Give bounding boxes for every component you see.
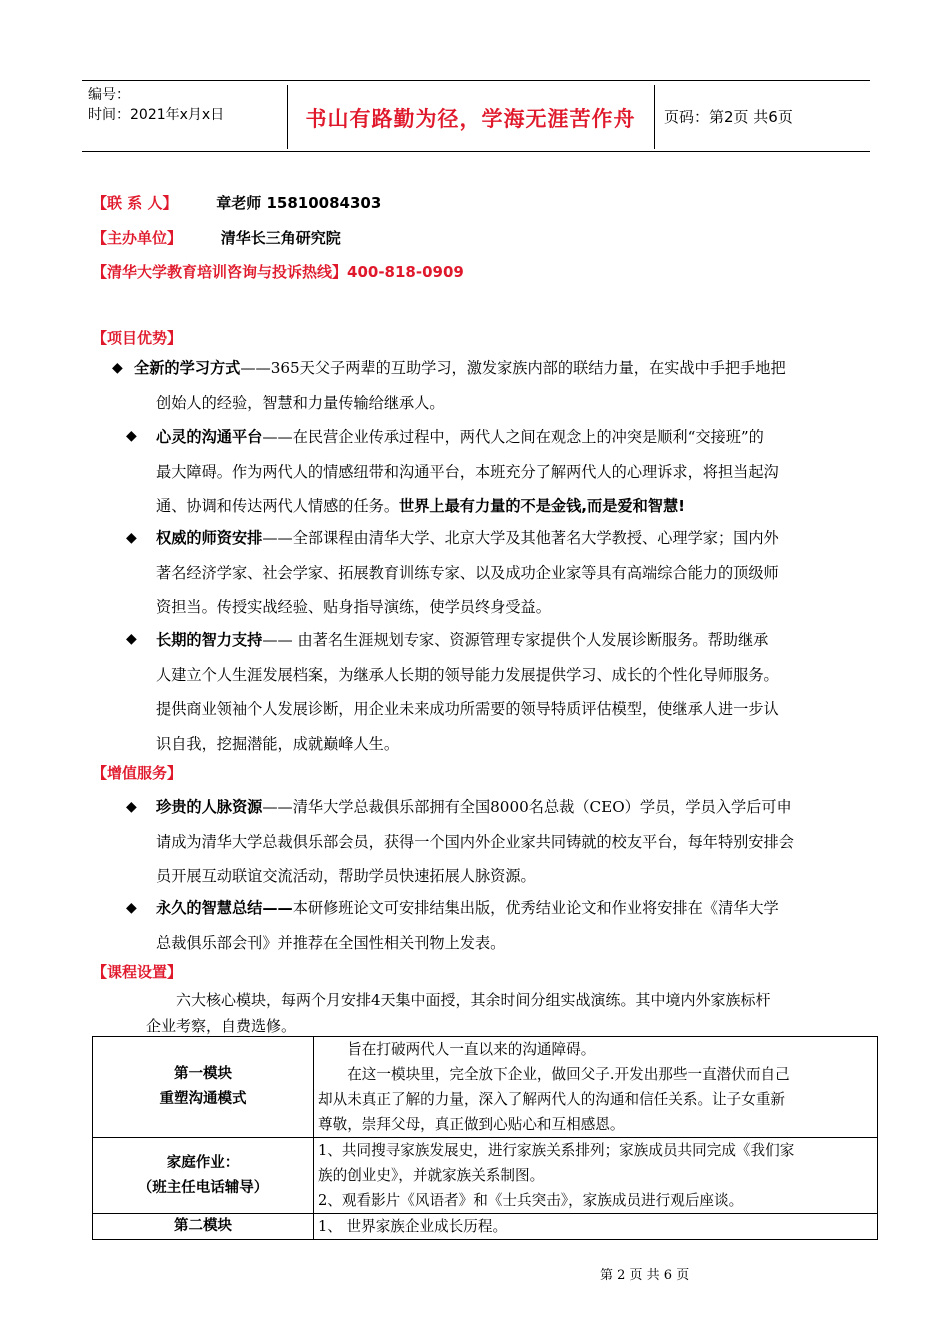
- hotline: 【清华大学教育培训咨询与投诉热线】400-818-0909: [92, 263, 464, 281]
- service-item: [156, 891, 862, 960]
- service-title: 永久的智慧总结——: [156, 899, 293, 917]
- advantage-title: 心灵的沟通平台: [156, 428, 263, 446]
- page-footer: 第 2 页 共 6 页: [600, 1268, 690, 1283]
- header-page-number: 页码：第2页 共6页: [664, 108, 793, 126]
- service-text: 本研修班论文可安排结集出版，优秀结业论文和作业将安排在《清华大学: [292, 899, 779, 917]
- table-row: [93, 1037, 878, 1138]
- advantage-title: 长期的智力支持: [156, 631, 263, 649]
- section-heading-services: 【增值服务】: [92, 764, 183, 782]
- service-title: 珍贵的人脉资源: [156, 798, 263, 816]
- advantage-item: [156, 623, 862, 761]
- module-label-cell: [93, 1037, 314, 1138]
- diamond-bullet-icon: ◆: [126, 799, 137, 815]
- diamond-bullet-icon: ◆: [126, 530, 137, 546]
- organizer-label: 【主办单位】: [92, 229, 183, 247]
- advantage-title: 权威的师资安排: [156, 529, 263, 547]
- service-text: ——清华大学总裁俱乐部拥有全国8000名总裁（CEO）学员，学员入学后可申: [262, 798, 792, 816]
- advantage-item: [156, 420, 862, 524]
- organizer-value: 清华长三角研究院: [220, 229, 341, 247]
- table-row: [93, 1138, 878, 1214]
- module-label: 家庭作业：: [166, 1154, 240, 1171]
- module-content-cell: [314, 1214, 878, 1240]
- advantage-text: 人建立个人生涯发展档案，为继承人长期的领导能力发展提供学习、成长的个性化导师服务。: [156, 665, 779, 684]
- advantage-text: 创始人的经验，智慧和力量传输给继承人。: [156, 393, 445, 412]
- table-row: [93, 1214, 878, 1240]
- module-content-line: 族的创业史》，并就家族关系制图。: [318, 1167, 545, 1184]
- service-item: [156, 790, 862, 894]
- curriculum-intro: 六大核心模块，每两个月安排4天集中面授，其余时间分组实战演练。其中境内外家族标杆: [176, 991, 771, 1009]
- advantage-emphasis: 世界上最有力量的不是金钱,而是爱和智慧!: [399, 497, 686, 515]
- advantage-text: 资担当。传授实战经验、贴身指导演练，使学员终身受益。: [156, 598, 551, 616]
- document-time-label: 时间：2021年x月x日: [88, 107, 225, 123]
- service-text: 员开展互动联谊交流活动，帮助学员快速拓展人脉资源。: [156, 867, 536, 885]
- module-content-line: 却从未真正了解的力量，深入了解两代人的沟通和信任关系。让子女重新: [318, 1091, 786, 1108]
- module-label: 第二模块: [174, 1218, 232, 1234]
- module-label-cell: [93, 1138, 314, 1214]
- module-content-line: 2、观看影片《风语者》和《士兵突击》，家族成员进行观后座谈。: [318, 1192, 744, 1209]
- service-text: 总裁俱乐部会刊》并推荐在全国性相关刊物上发表。: [156, 933, 506, 952]
- curriculum-table: [92, 1036, 878, 1240]
- module-content-line: 旨在打破两代人一直以来的沟通障碍。: [318, 1041, 596, 1058]
- diamond-bullet-icon: ◆: [112, 360, 123, 376]
- contact-value: 章老师 15810084303: [216, 194, 382, 212]
- advantage-item: [156, 521, 862, 625]
- advantage-text: ——在民营企业传承过程中，两代人之间在观念上的冲突是顺利“交接班”的: [262, 428, 764, 446]
- advantage-text: 著名经济学家、社会学家、拓展教育训练专家、以及成功企业家等具有高端综合能力的顶级师: [156, 563, 779, 582]
- advantage-text: —— 由著名生涯规划专家、资源管理专家提供个人发展诊断服务。帮助继承: [262, 631, 769, 649]
- contact-label: 【联 系 人】: [92, 194, 178, 212]
- advantage-item: [134, 351, 862, 420]
- diamond-bullet-icon: ◆: [126, 631, 137, 647]
- advantage-text: 通、协调和传达两代人情感的任务。: [156, 497, 399, 515]
- advantage-title: 全新的学习方式: [134, 359, 241, 377]
- module-subtitle: 重塑沟通模式: [159, 1091, 247, 1107]
- module-label-cell: [93, 1214, 314, 1240]
- diamond-bullet-icon: ◆: [126, 428, 137, 444]
- section-heading-advantages: 【项目优势】: [92, 329, 183, 347]
- module-content-cell: [314, 1037, 878, 1138]
- header-divider: [654, 85, 655, 149]
- advantage-text: ——全部课程由清华大学、北京大学及其他著名大学教授、心理学家；国内外: [262, 529, 779, 547]
- header-meta: [88, 85, 224, 125]
- service-text: 请成为清华大学总裁俱乐部会员，获得一个国内外企业家共同铸就的校友平台，每年特别安排会: [156, 832, 794, 851]
- organizer-row: [92, 228, 341, 248]
- section-heading-curriculum: 【课程设置】: [92, 963, 183, 981]
- contact-row: [92, 193, 381, 213]
- module-content-line: 在这一模块里，完全放下企业，做回父子.开发出那些一直潜伏而自己: [318, 1066, 790, 1083]
- module-label: 第一模块: [174, 1066, 232, 1082]
- curriculum-intro: 企业考察，自费选修。: [146, 1017, 297, 1035]
- module-content-line: 1、 世界家族企业成长历程。: [318, 1218, 508, 1235]
- advantage-text: ——365天父子两辈的互助学习，激发家族内部的联结力量，在实战中手把手地把: [240, 359, 786, 377]
- advantage-text: 提供商业领袖个人发展诊断，用企业未来成功所需要的领导特质评估模型，使继承人进一步认: [156, 700, 779, 718]
- document-number-label: 编号：: [88, 87, 130, 103]
- module-content-line: 尊敬，崇拜父母，真正做到心贴心和互相感恩。: [318, 1116, 625, 1133]
- module-subtitle: （班主任电话辅导）: [137, 1179, 269, 1196]
- advantage-text: 最大障碍。作为两代人的情感纽带和沟通平台，本班充分了解两代人的心理诉求，将担当起沟: [156, 462, 779, 481]
- page-header: [82, 80, 870, 152]
- module-content-line: 1、共同搜寻家族发展史，进行家族关系排列；家族成员共同完成《我们家: [318, 1142, 795, 1159]
- advantage-text: 识自我，挖掘潜能，成就巅峰人生。: [156, 734, 399, 753]
- diamond-bullet-icon: ◆: [126, 900, 137, 916]
- module-content-cell: [314, 1138, 878, 1214]
- header-slogan: 书山有路勤为径，学海无涯苦作舟: [305, 107, 636, 131]
